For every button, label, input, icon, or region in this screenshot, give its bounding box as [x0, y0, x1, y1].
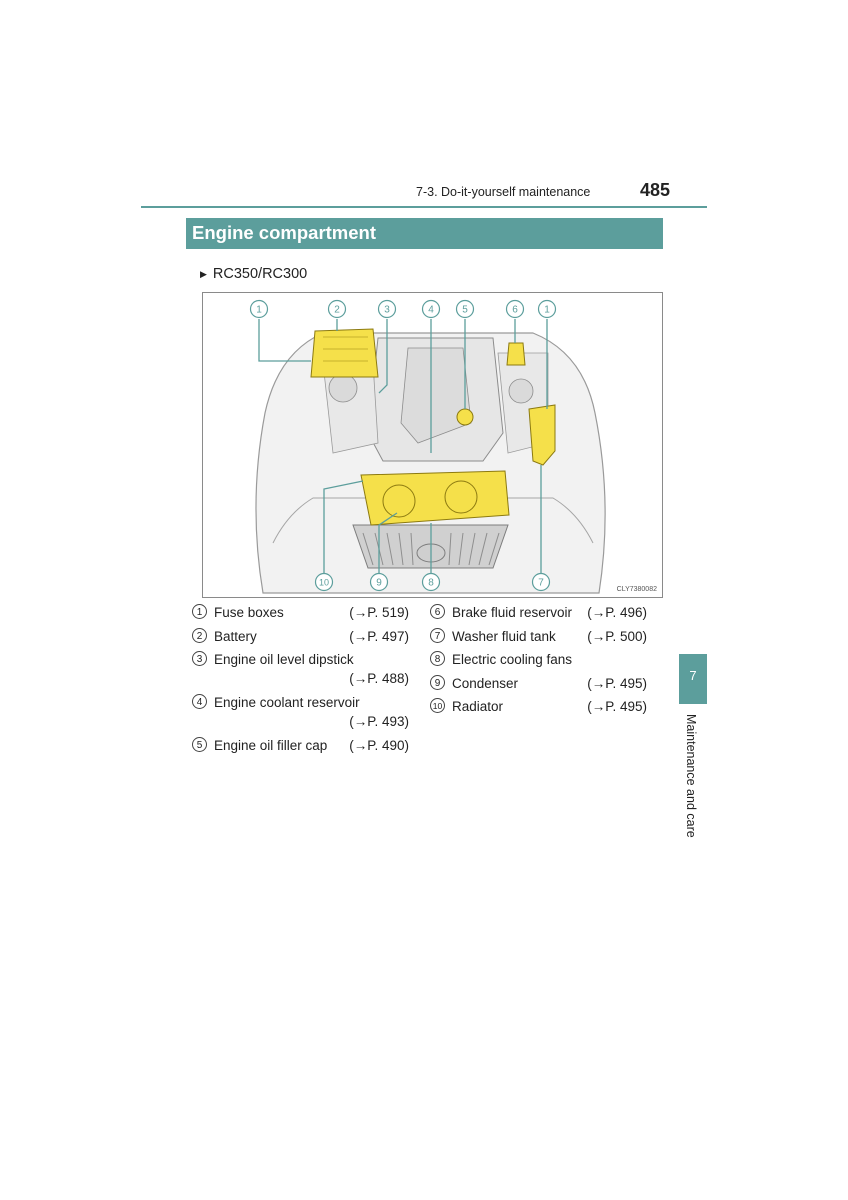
legend-name: Electric cooling fans [452, 652, 573, 667]
legend-page-ref: (→P. 495) [587, 699, 647, 714]
legend-item-10 [430, 698, 647, 715]
legend-page-ref: (→P. 519) [349, 605, 409, 620]
legend-number: 4 [192, 694, 207, 709]
callout-9: 9 [376, 577, 382, 589]
callout-6: 6 [512, 304, 518, 316]
callout-3: 3 [384, 304, 390, 316]
legend-page-ref: (→P. 488) [349, 671, 409, 686]
header-divider [141, 206, 707, 208]
section-header: 7-3. Do-it-yourself maintenance [416, 185, 591, 199]
legend-page-ref: (→P. 496) [587, 605, 647, 620]
callout-8: 8 [428, 577, 434, 589]
legend-page-ref: (→P. 500) [587, 629, 647, 644]
legend-item-4 [192, 694, 409, 734]
legend-name: Engine coolant reservoir [214, 695, 360, 710]
page-title: Engine compartment [192, 222, 376, 243]
engine-compartment-figure [202, 292, 663, 598]
legend-name: Washer fluid tank [452, 629, 556, 644]
engine-diagram [203, 293, 662, 597]
chapter-tab [679, 654, 707, 704]
legend-number: 7 [430, 628, 445, 643]
legend-number: 3 [192, 651, 207, 666]
legend-item-7 [430, 628, 647, 645]
legend-name: Engine oil level dipstick [214, 652, 354, 667]
model-label [200, 266, 307, 282]
callout-4: 4 [428, 304, 434, 316]
legend-item-9 [430, 675, 647, 692]
callout-1-top: 1 [256, 304, 262, 316]
legend-number: 1 [192, 604, 207, 619]
page-number: 485 [640, 180, 671, 200]
legend-page-ref: (→P. 495) [587, 676, 647, 691]
legend-item-3 [192, 651, 409, 691]
figure-code: CLY7380082 [616, 586, 657, 593]
legend-item-8 [430, 651, 647, 668]
legend-item-2 [192, 628, 409, 645]
legend-name: Battery [214, 629, 257, 644]
chapter-number: 7 [689, 668, 697, 683]
legend-number: 9 [430, 675, 445, 690]
chapter-label-text: Maintenance and care [684, 714, 698, 838]
legend-item-5 [192, 737, 409, 754]
callout-7: 7 [538, 577, 544, 589]
chapter-label [684, 714, 704, 844]
legend-number: 6 [430, 604, 445, 619]
legend-item-6 [430, 604, 647, 621]
title-bar [186, 218, 663, 249]
callout-1-right: 1 [544, 304, 550, 316]
callout-10: 10 [318, 577, 330, 588]
legend-number: 8 [430, 651, 445, 666]
callout-2: 2 [334, 304, 340, 316]
legend-page-ref: (→P. 490) [349, 738, 409, 753]
legend-item-1 [192, 604, 409, 621]
legend-number: 5 [192, 737, 207, 752]
legend-name: Engine oil filler cap [214, 738, 328, 753]
legend-page-ref: (→P. 497) [349, 629, 409, 644]
legend-page-ref: (→P. 493) [349, 714, 409, 729]
legend-name: Brake fluid reservoir [452, 605, 573, 620]
legend-number: 10 [430, 698, 445, 713]
legend-name: Fuse boxes [214, 605, 284, 620]
callout-5: 5 [462, 304, 468, 316]
legend-name: Condenser [452, 676, 519, 691]
model-label-text: RC350/RC300 [212, 266, 308, 282]
legend-name: Radiator [452, 699, 504, 714]
bullet-triangle-icon: ▶ [200, 269, 207, 279]
legend-number: 2 [192, 628, 207, 643]
